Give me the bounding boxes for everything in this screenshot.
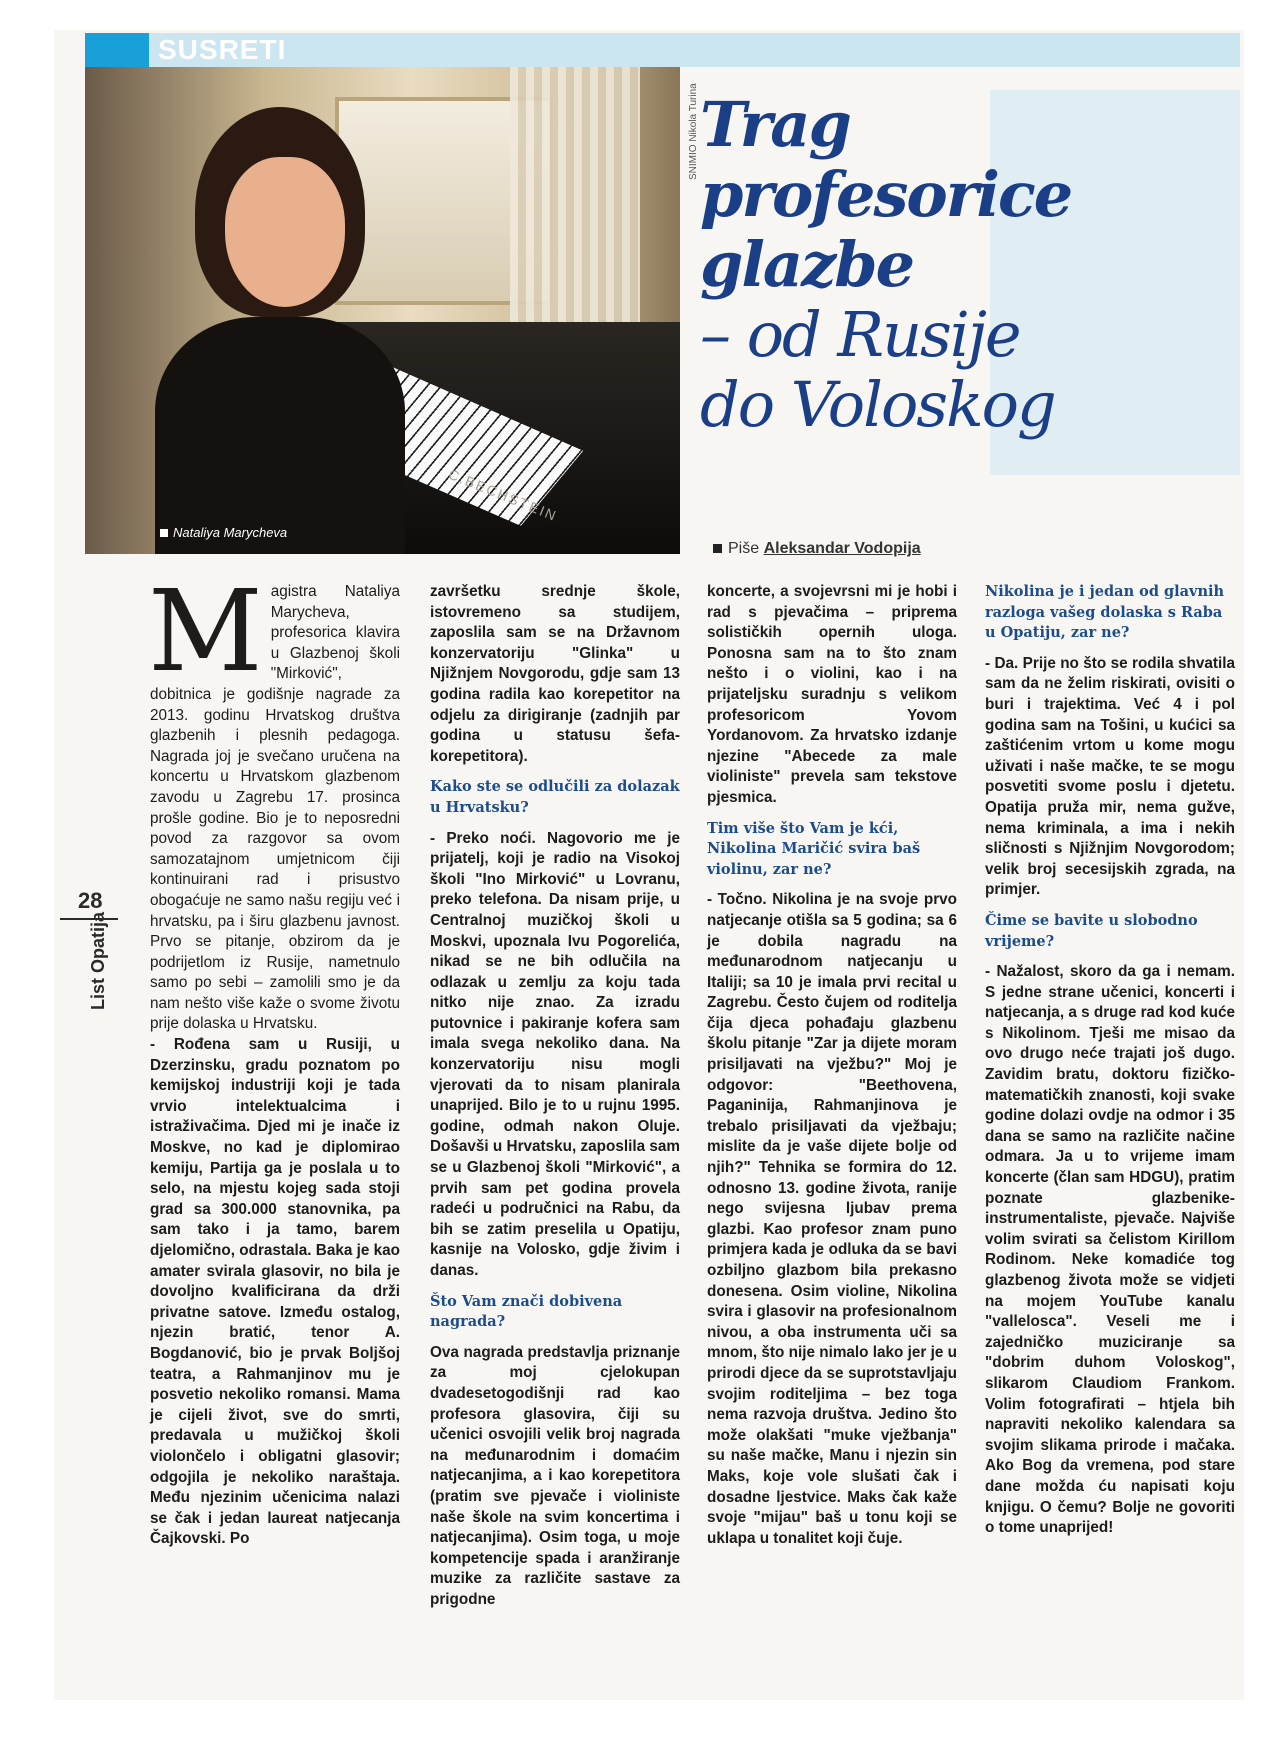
title-line-4: – od Rusije bbox=[700, 298, 1020, 371]
question-heading: Što Vam znači dobivena nagrada? bbox=[430, 1292, 623, 1331]
answer-paragraph: - Preko noći. Nagovorio me je prijatelj, koji je radio na Visokoj školi "Ino Mirković" u Lovranu, preko telefona. Da nisam prije, u Centralnoj muzičkoj školi u Moskvi, upoznala Ivu Pogorelića, nikad se ne bih odlučila na odlazak u zemlju za koju tada nitko nije znao. Za izradu putovnice i pakiranje kofera sam imala svega nekoliko dana. Na konzervatoriju nisu mogli vjerovati da to nisam planirala unaprijed. Bilo je to u rujnu 1995. godine, odmah nakon Oluje. Došavši u Hrvatsku, zaposlila sam se u Glazbenoj školi "Mirković", a prvih sam pet godina provela radeći u područnici na Rabu, da bih se zatim preselila u Opatiju, kasnije na Volosko, gdje živim i danas. bbox=[430, 829, 680, 1279]
title-line-3: glazbe bbox=[700, 228, 914, 301]
photo-credit: SNIMIO Nikola Turina bbox=[688, 83, 699, 180]
byline-prefix: Piše bbox=[728, 540, 760, 557]
byline bbox=[713, 540, 921, 558]
subject-body bbox=[155, 317, 405, 554]
photo-subject bbox=[145, 107, 405, 554]
answer-paragraph: - Rođena sam u Rusiji, u Dzerzinsku, gradu poznatom po kemijskoj industriji koji je tada vrvio intelektualcima i istraživačima. Djed mi je inače iz Moskve, no kad je diplomirao kemiju, Partija ga je poslala u to selo, na mjestu kojeg sada stoji grad sa 300.000 stanovnika, pa sam tako i ja tamo, barem djelomično, odrastala. Baka je kao amater svirala glasovir, no bila je dovoljno kvalificirana da drži privatne satove. Između ostalog, njezin bratić, tenor A. Bogdanović, bio je prvak Boljšoj teatra, a Rahmanjinov mu je posvetio nekoliko romansi. Mama je cijeli život, sve do smrti, predavala u mužičkoj školi violončelo i obligatni glasovir; odgojila je nekoliko naraštaja. Među njezinim učenicima nalazi se čak i jedan laureat natjecanja Čajkovski. Po bbox=[150, 1036, 400, 1548]
byline-author: Aleksandar Vodopija bbox=[763, 540, 921, 557]
section-label: SUSRETI bbox=[158, 34, 287, 65]
title-line-5: do Voloskog bbox=[700, 368, 1055, 441]
publication-name: List Opatija bbox=[88, 911, 108, 1010]
question-heading: Tim više što Vam je kći, Nikolina Maričić svira baš violinu, zar ne? bbox=[707, 819, 921, 878]
title-line-2: profesorice bbox=[700, 158, 1072, 231]
answer-paragraph: - Nažalost, skoro da ga i nemam. S jedne strane učenici, koncerti i natjecanja, a s druge rad kod kuće s Nikolinom. Tješi me misao da ovo drugo neće trajati još dugo. Zavidim bratu, doktoru fizičko-matematičkih znanosti, koji svake godine dolazi ovdje na odmor i 35 dana se samo na različite načine odmara. Ja u to vrijeme imam koncerte (član sam HDGU), pratim poznate glazbenike-instrumentaliste, pjevače. Najviše volim svirati sa čelistom Kirillom Rodinom. Neke komadiće tog glazbenog života može se vidjeti na mojem YouTube kanalu "vallelosca". Veseli me i zajedničko muziciranje sa "dobrim duhom Voloskog", slikarom Claudiom Frankom. Volim fotografirati – htjela bih napraviti nekoliko kalendara sa svojim slikama prirode i mačaka. Ako Bog da vremena, pod stare dane možda ću napisati koju knjigu. O čemu? Bolje ne govoriti o tome unaprijed! bbox=[985, 963, 1235, 1537]
section-band-tab bbox=[85, 33, 149, 67]
caption-bullet bbox=[160, 529, 168, 537]
page-number: 28 bbox=[78, 888, 103, 913]
answer-paragraph: koncerte, a svojevrsni mi je hobi i rad s pjevačima – priprema solističkih opernih uloga. Ponosna sam na to što znam nešto i o violini, kao i na prijateljsku suradnju s velikom profesoricom Yovom Yordanovom. Za hrvatsko izdanje njezine "Abecede za male violiniste" prevela sam tekstove pjesmica. bbox=[707, 583, 957, 806]
subject-face bbox=[225, 157, 345, 307]
photo-caption-text: Nataliya Marycheva bbox=[173, 525, 288, 540]
photo-caption bbox=[160, 525, 287, 540]
answer-paragraph: Ova nagrada predstavlja priznanje za moj cjelokupan dvadesetogodišnji rad kao profesora glasovira, čiji su učenici osvojili velik broj nagrada na međunarodnim i domaćim natjecanjima, a i kao korepetitora (pratim sve pjevače i violiniste naše škole na svim koncertima i natjecanjima). Osim toga, u moje kompetencije spada i aranžiranje muzike za različite sastave za prigodne bbox=[430, 1343, 680, 1608]
question-heading: Nikolina je i jedan od glavnih razloga vašeg dolaska s Raba u Opatiju, zar ne? bbox=[985, 583, 1225, 642]
answer-paragraph: - Da. Prije no što se rodila shvatila sam da ne želim riskirati, ovisiti o buri i trajektima. Već 4 i pol godina sam na Tošini, u kućici sa zaštićenim vrtom u kome mogu uživati i naše mačke, te se mogu posvetiti svome poslu i djetetu. Opatija pruža mir, nema gužve, nema kriminala, a ima i nekih sličnosti s Njižnjim Novgorodom; velik broj secesijskih zgrada, na primjer. bbox=[985, 654, 1235, 899]
title-line-1: Trag bbox=[700, 88, 850, 161]
answer-paragraph: završetku srednje škole, istovremeno sa studijem, zaposlila sam se na Državnom konzervatoriju "Glinka" u Njižnjem Novgorodu, gdje sam 13 godina radila kao korepetitor na odjelu za dirigiranje (zadnjih par godina u statusu šefa-korepetitora). bbox=[430, 583, 680, 765]
article-photo bbox=[85, 67, 680, 554]
article-column-3 bbox=[707, 582, 957, 1549]
article-column-2 bbox=[430, 582, 680, 1611]
answer-paragraph: - Točno. Nikolina je na svoje prvo natjecanje otišla sa 5 godina; sa 6 je dobila nagradu na međunarodnom natjecanju u Italiji; sa 10 je imala prvi recital u Zagrebu. Često čujem od roditelja čija djeca pohađaju glazbenu školu pitanje "Zar ja dijete moram prisiljavati na vježbu?" Moj je odgovor: "Beethovena, Paganinija, Rahmanjinova je trebalo prisiljavati da vježbaju; mislite da je vaše dijete bolje od njih?" Tehnika se formira do 12. odnosno 13. godine života, ranije nego svijesna ljubav prema glazbi. Kao profesor znam puno primjera kada je odluka da se bavi ozbiljno glazbom bila prekasno donesena. Osim violine, Nikolina svira i glasovir na profesionalnom nivou, a oba instrumenta uči sa mnom, što nije nimalo lako jer je u prirodi djece da se suprotstavljaju svojim roditeljima – bez toga nema razvoja društva. Jedino što može olakšati "muke vježbanja" su naše mačke, Manu i njezin sin Maks, koje vole slušati čak i dosadne ljestvice. Maks čak kaže svoje "mijau" baš u tonu koji se uklapa u tonalitet koji čuje. bbox=[707, 891, 957, 1547]
question-heading: Kako ste se odlučili za dolazak u Hrvatsku? bbox=[430, 778, 680, 816]
intro-paragraph: agistra Nataliya Marycheva, profesorica klavira u Glazbenoj školi "Mirković", dobitnica je godišnje nagrade za 2013. godinu Hrvatskog društva glazbenih i plesnih pedagoga. Nagrada joj je svečano uručena na koncertu u Hrvatskom glazbenom zavodu u Zagrebu 17. prosinca prošle godine. Bio je to neposredni povod za razgovor sa ovom samozatajnom umjetnicom čiji kontinuirani rad i prisustvo obogaćuje ne samo našu regiju već i hrvatsku, pa i širu glazbenu javnost. Prvo se pitanje, obzirom da je podrijetlom iz Rusije, nametnulo samo po sebi – zamolili smo je da nam nešto više kaže o svome životu prije dolaska u Hrvatsku. bbox=[150, 583, 400, 1033]
piano-brand: C.BECHSTEIN bbox=[446, 465, 560, 525]
article-title bbox=[700, 90, 1140, 440]
article-column-1 bbox=[148, 567, 400, 1550]
question-heading: Čime se bavite u slobodno vrijeme? bbox=[985, 911, 1198, 950]
dropcap: M bbox=[148, 567, 263, 697]
article-column-4 bbox=[985, 582, 1235, 1539]
byline-bullet bbox=[713, 544, 722, 553]
